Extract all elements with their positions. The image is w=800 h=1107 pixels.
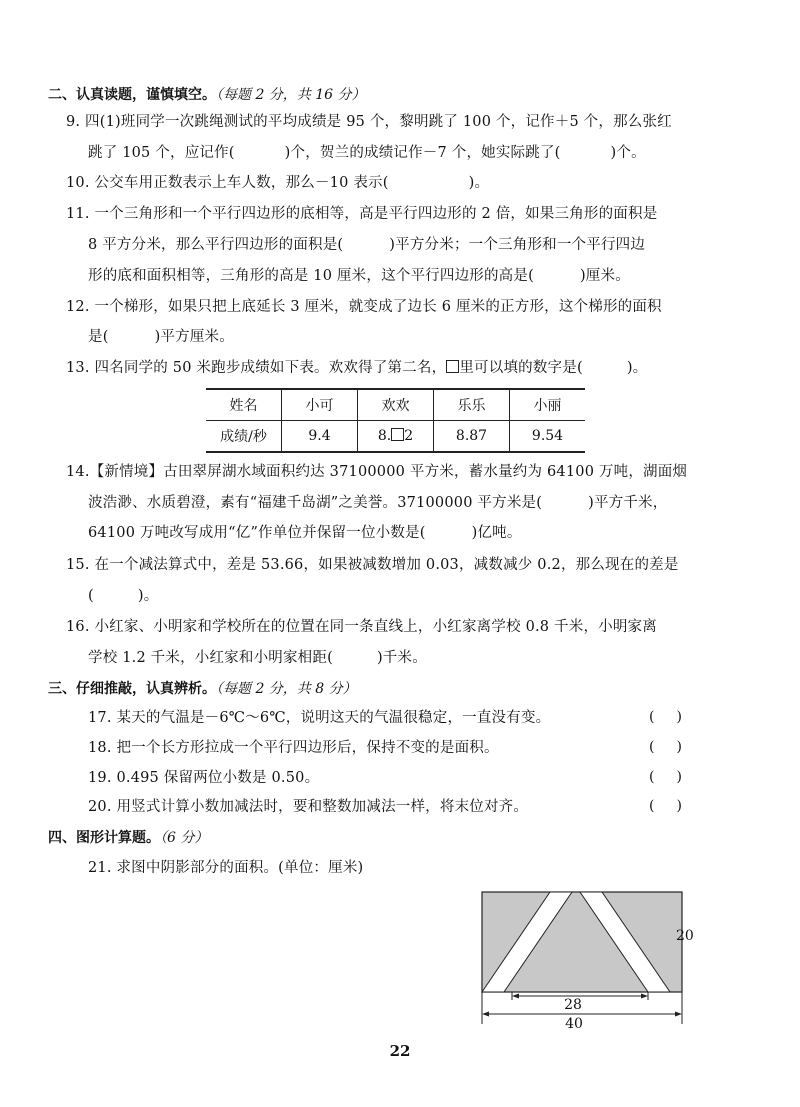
- section-points: （每题 2 分，共 16 分）: [216, 87, 366, 103]
- table-row-label: 成绩/秒: [206, 421, 282, 453]
- section-title: 三、仔细推敲，认真辨析。: [48, 681, 216, 697]
- arrow-right-icon: [675, 1012, 682, 1017]
- q13-line: [66, 358, 647, 378]
- arrow-right-icon: [641, 994, 648, 999]
- q12-text-b: )平方厘米。: [154, 329, 234, 345]
- score-part-b: 2: [404, 428, 414, 444]
- q12-line1: 12. 一个梯形，如果只把上底延长 3 厘米，就变成了边长 6 厘米的正方形，这个梯形的面积: [66, 299, 662, 315]
- table-row: [206, 421, 585, 453]
- page-number: 22: [389, 1042, 411, 1060]
- section-2-heading: [48, 84, 366, 104]
- q14-text-c: 64100 万吨改写成用“亿”作单位并保留一位小数是(: [88, 525, 426, 541]
- judge-parentheses[interactable]: (): [649, 739, 704, 755]
- q14-line3: [88, 523, 522, 543]
- q13-text-c: )。: [626, 360, 648, 376]
- table-header-cell: 乐乐: [434, 389, 510, 421]
- q12-text-a: 是(: [88, 329, 109, 345]
- q14-text-a: 波浩渺、水质碧澄，素有“福建千岛湖”之美誉。37100000 平方米是(: [88, 495, 543, 511]
- q12-line2: [88, 327, 234, 347]
- shaded-area-figure: [470, 878, 710, 1038]
- q16-line1: 16. 小红家、小明家和学校所在的位置在同一条直线上，小红家离学校 0.8 千米，小明家离: [66, 619, 657, 635]
- table-cell: 9.54: [510, 421, 586, 453]
- table-header-cell: 欢欢: [358, 389, 434, 421]
- section-3-heading: [48, 678, 357, 698]
- q15-line1: 15. 在一个减法算式中，差是 53.66，如果被减数增加 0.03，减数减少 0.2，那么现在的差是: [66, 557, 679, 573]
- arrow-left-icon: [512, 994, 519, 999]
- q19-line: 19. 0.495 保留两位小数是 0.50。: [88, 770, 320, 786]
- table-header-cell: 姓名: [206, 389, 282, 421]
- q9-text-b: )个，贺兰的成绩记作－7 个，她实际跳了(: [284, 145, 561, 161]
- table-header-row: [206, 389, 585, 421]
- q15-text-b: )。: [137, 588, 159, 604]
- q10-text-b: )。: [468, 175, 490, 191]
- table-cell: 8.87: [434, 421, 510, 453]
- inner-width-label: 28: [564, 997, 582, 1013]
- q9-line2: [88, 143, 646, 163]
- score-table: [206, 388, 585, 453]
- width-label: 40: [565, 1016, 583, 1032]
- judge-parentheses[interactable]: (): [649, 798, 704, 814]
- q11-text-b: )平方分米；一个三角形和一个平行四边: [389, 237, 646, 253]
- q10-line: [66, 173, 489, 193]
- judge-parentheses[interactable]: (): [649, 769, 704, 785]
- q11-text-d: )厘米。: [579, 268, 630, 284]
- table-header-cell: 小可: [282, 389, 358, 421]
- q18-line: 18. 把一个长方形拉成一个平行四边形后，保持不变的是面积。: [88, 740, 499, 756]
- q16-line2: [88, 648, 427, 668]
- q14-text-b: )平方千米，: [588, 495, 668, 511]
- q14-text-d: )亿吨。: [471, 525, 522, 541]
- q9-text-a: 跳了 105 个，应记作(: [88, 145, 235, 161]
- q10-text-a: 10. 公交车用正数表示上车人数，那么－10 表示(: [66, 175, 389, 191]
- table-cell: [358, 421, 434, 453]
- q11-text-c: 形的底和面积相等，三角形的高是 10 厘米，这个平行四边形的高是(: [88, 268, 534, 284]
- q21-line: 21. 求图中阴影部分的面积。(单位：厘米): [88, 860, 364, 876]
- q13-text-a: 13. 四名同学的 50 米跑步成绩如下表。欢欢得了第二名，: [66, 360, 447, 376]
- q9-text-c: )个。: [610, 145, 646, 161]
- q11-text-a: 8 平方分米，那么平行四边形的面积是(: [88, 237, 344, 253]
- section-title: 二、认真读题，谨慎填空。: [48, 87, 216, 103]
- table-header-cell: 小丽: [510, 389, 586, 421]
- q14-line1: 14.【新情境】古田翠屏湖水域面积约达 37100000 平方米，蓄水量约为 64100 万吨，湖面烟: [66, 464, 688, 480]
- q20-line: 20. 用竖式计算小数加减法时，要和整数加减法一样，将末位对齐。: [88, 799, 529, 815]
- digit-box-icon: [446, 360, 459, 373]
- q11-line2: [88, 235, 645, 255]
- q17-line: 17. 某天的气温是－6℃～6℃，说明这天的气温很稳定，一直没有变。: [88, 710, 551, 726]
- q16-text-a: 学校 1.2 千米，小红家和小明家相距(: [88, 650, 333, 666]
- section-title: 四、图形计算题。: [48, 830, 160, 846]
- q13-text-b: 里可以填的数字是(: [459, 360, 583, 376]
- q15-line2: [88, 586, 158, 606]
- section-points: （每题 2 分，共 8 分）: [216, 681, 357, 697]
- digit-box-icon: [391, 428, 404, 441]
- q14-line2: [88, 493, 667, 513]
- q16-text-b: )千米。: [376, 650, 427, 666]
- arrow-left-icon: [482, 1012, 489, 1017]
- section-4-heading: [48, 827, 208, 847]
- q15-text-a: (: [88, 588, 94, 604]
- score-part-a: 8.: [377, 428, 392, 444]
- q11-line3: [88, 266, 630, 286]
- table-cell: 9.4: [282, 421, 358, 453]
- q9-line1: 9. 四(1)班同学一次跳绳测试的平均成绩是 95 个，黎明跳了 100 个，记作＋5 个，那么张红: [66, 114, 672, 130]
- height-label: 20: [676, 928, 694, 944]
- q11-line1: 11. 一个三角形和一个平行四边形的底相等，高是平行四边形的 2 倍，如果三角形的面积是: [66, 206, 658, 222]
- judge-parentheses[interactable]: (): [649, 709, 704, 725]
- section-points: （6 分）: [160, 830, 209, 846]
